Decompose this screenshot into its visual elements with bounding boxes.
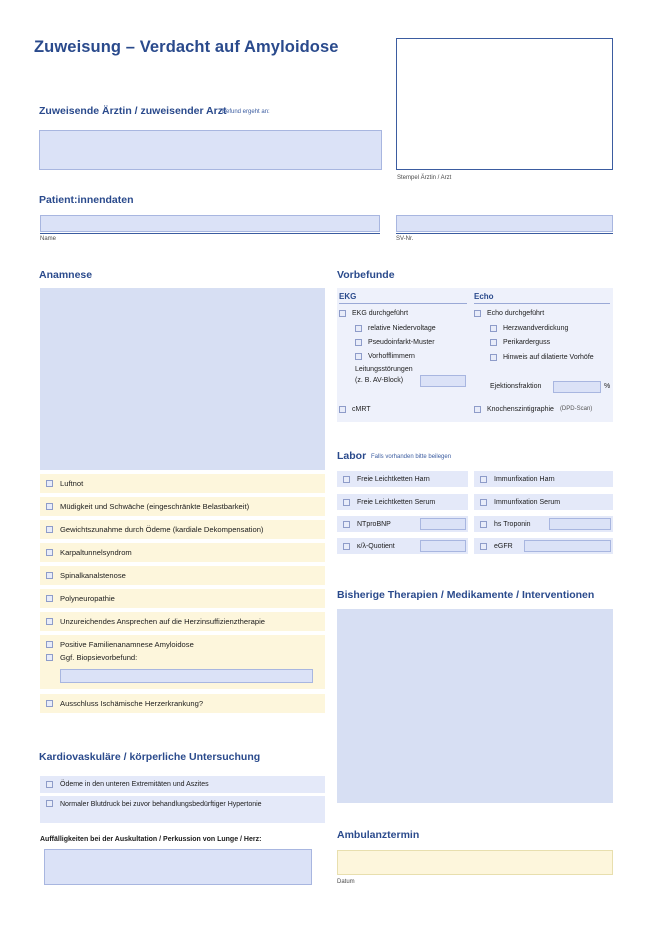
patient-name-rule bbox=[40, 233, 380, 234]
checkbox-icon[interactable] bbox=[490, 339, 497, 346]
anamnese-item-spinalkanalstenose[interactable] bbox=[40, 566, 325, 585]
checkbox-icon[interactable] bbox=[480, 543, 487, 550]
ekg-sub-pseudoinfarkt[interactable] bbox=[355, 339, 435, 346]
labor-label: hs Troponin bbox=[494, 520, 531, 528]
ejektionsfraktion-label: Ejektionsfraktion bbox=[490, 383, 542, 390]
szintigraphie-row[interactable] bbox=[474, 406, 592, 413]
patient-name-input[interactable] bbox=[40, 215, 380, 232]
anamnese-heading: Anamnese bbox=[39, 269, 93, 281]
referrer-input[interactable] bbox=[39, 130, 382, 170]
ekg-rule bbox=[339, 303, 467, 304]
patient-heading: Patient:innendaten bbox=[39, 194, 134, 206]
checkbox-icon[interactable] bbox=[480, 521, 487, 528]
ejektionsfraktion-unit: % bbox=[604, 383, 611, 390]
therapien-heading: Bisherige Therapien / Medikamente / Interventionen bbox=[337, 589, 595, 601]
checkbox-icon[interactable] bbox=[339, 310, 346, 317]
echo-durchgefuehrt-row[interactable] bbox=[474, 310, 544, 317]
labor-ntprobnp-input[interactable] bbox=[420, 518, 466, 530]
echo-sub-herzwandverdickung[interactable] bbox=[490, 325, 568, 332]
leitungsstoerungen-label-1: Leitungsstörungen bbox=[355, 366, 413, 373]
checkbox-icon[interactable] bbox=[355, 325, 362, 332]
kardio-item-oedeme[interactable] bbox=[40, 776, 325, 793]
checkbox-icon[interactable] bbox=[46, 549, 53, 556]
checkbox-icon[interactable] bbox=[46, 480, 53, 487]
checkbox-icon[interactable] bbox=[46, 595, 53, 602]
patient-name-caption: Name bbox=[40, 236, 57, 242]
labor-row-1-left[interactable] bbox=[337, 471, 468, 487]
echo-durchgefuehrt-label: Echo durchgeführt bbox=[487, 310, 545, 317]
labor-label: Immunfixation Harn bbox=[494, 475, 555, 483]
page-title: Zuweisung – Verdacht auf Amyloidose bbox=[34, 38, 339, 56]
labor-row-2-right[interactable] bbox=[474, 494, 613, 510]
echo-sub-label: Perikarderguss bbox=[503, 339, 551, 346]
referrer-heading: Zuweisende Ärztin / zuweisender Arzt bbox=[39, 105, 227, 117]
checkbox-icon[interactable] bbox=[46, 781, 53, 788]
anamnese-item-label: Ggf. Biopsievorbefund: bbox=[60, 653, 138, 662]
checkbox-icon[interactable] bbox=[46, 700, 53, 707]
anamnese-item-polyneuropathie[interactable] bbox=[40, 589, 325, 608]
labor-hstroponin-input[interactable] bbox=[549, 518, 611, 530]
echo-sub-label: Hinweis auf dilatierte Vorhöfe bbox=[503, 354, 594, 361]
ambulanz-caption: Datum bbox=[337, 879, 355, 885]
kardio-item-label: Ödeme in den unteren Extremitäten und Aszites bbox=[60, 781, 209, 788]
checkbox-icon[interactable] bbox=[46, 618, 53, 625]
labor-label: κ/λ-Quotient bbox=[357, 542, 395, 550]
checkbox-icon[interactable] bbox=[480, 476, 487, 483]
labor-egfr-input[interactable] bbox=[524, 540, 611, 552]
cmrt-label: cMRT bbox=[352, 406, 371, 413]
anamnese-item-biopsie[interactable] bbox=[46, 653, 137, 662]
ekg-sub-vorhofflimmern[interactable] bbox=[355, 353, 415, 360]
ekg-sub-label: Vorhofflimmern bbox=[368, 353, 415, 360]
anamnese-item-luftnot[interactable] bbox=[40, 474, 325, 493]
ekg-durchgefuehrt-row[interactable] bbox=[339, 310, 408, 317]
szintigraphie-label: Knochenszintigraphie bbox=[487, 406, 554, 413]
patient-sv-input[interactable] bbox=[396, 215, 613, 232]
labor-heading: Labor bbox=[337, 450, 367, 462]
stamp-box[interactable] bbox=[396, 38, 613, 170]
patient-sv-rule bbox=[396, 233, 613, 234]
labor-note: Falls vorhanden bitte beilegen bbox=[371, 454, 452, 460]
szintigraphie-note: (DPD-Scan) bbox=[559, 406, 593, 412]
labor-row-2-left[interactable] bbox=[337, 494, 468, 510]
checkbox-icon[interactable] bbox=[474, 406, 481, 413]
checkbox-icon[interactable] bbox=[46, 526, 53, 533]
anamnese-item-label: Positive Familienanamnese Amyloidose bbox=[60, 640, 194, 649]
echo-sub-label: Herzwandverdickung bbox=[503, 325, 569, 332]
anamnese-item-ausschluss-ihk[interactable] bbox=[40, 694, 325, 713]
labor-label: Immunfixation Serum bbox=[494, 498, 561, 506]
checkbox-icon[interactable] bbox=[355, 353, 362, 360]
anamnese-item-unzureichendes-ansprechen[interactable] bbox=[40, 612, 325, 631]
echo-sub-dilatierte-vorhoefe[interactable] bbox=[490, 353, 610, 363]
patient-sv-caption: SV-Nr. bbox=[396, 236, 414, 242]
anamnese-item-gewichtszunahme[interactable] bbox=[40, 520, 325, 539]
anamnese-item-label: Spinalkanalstenose bbox=[60, 571, 126, 580]
kardio-item-blutdruck[interactable] bbox=[40, 796, 325, 823]
stamp-caption: Stempel Ärztin / Arzt bbox=[397, 175, 452, 181]
ekg-sub-label: Pseudoinfarkt-Muster bbox=[368, 339, 435, 346]
checkbox-icon[interactable] bbox=[343, 543, 350, 550]
echo-sub-perikarderguss[interactable] bbox=[490, 339, 550, 346]
anamnese-item-muedigkeit[interactable] bbox=[40, 497, 325, 516]
labor-label: Freie Leichtketten Serum bbox=[357, 498, 436, 506]
ambulanz-date-input[interactable] bbox=[337, 850, 613, 875]
anamnese-item-label: Unzureichendes Ansprechen auf die Herzinsuffizienztherapie bbox=[60, 617, 266, 626]
referrer-note: Befund ergeht an: bbox=[222, 109, 270, 115]
labor-label: NTproBNP bbox=[357, 520, 391, 528]
ekg-header: EKG bbox=[339, 292, 357, 301]
anamnese-item-label: Polyneuropathie bbox=[60, 594, 115, 603]
checkbox-icon[interactable] bbox=[343, 476, 350, 483]
anamnese-item-label: Müdigkeit und Schwäche (eingeschränkte Belastbarkeit) bbox=[60, 502, 250, 511]
checkbox-icon[interactable] bbox=[46, 641, 53, 648]
leitungsstoerungen-input[interactable] bbox=[420, 375, 466, 387]
therapien-textarea[interactable] bbox=[337, 609, 613, 803]
kardio-item-label: Normaler Blutdruck bei zuvor behandlungsbedürftiger Hypertonie bbox=[60, 801, 262, 808]
echo-header: Echo bbox=[474, 292, 494, 301]
checkbox-icon[interactable] bbox=[355, 339, 362, 346]
labor-row-1-right[interactable] bbox=[474, 471, 613, 487]
checkbox-icon[interactable] bbox=[339, 406, 346, 413]
checkbox-icon[interactable] bbox=[474, 310, 481, 317]
anamnese-item-label: Karpaltunnelsyndrom bbox=[60, 548, 132, 557]
auskultation-input[interactable] bbox=[44, 849, 312, 885]
anamnese-item-label: Ausschluss Ischämische Herzerkrankung? bbox=[60, 699, 204, 708]
labor-label: Freie Leichtketten Harn bbox=[357, 475, 430, 483]
ejektionsfraktion-input[interactable] bbox=[553, 381, 601, 393]
ambulanz-heading: Ambulanztermin bbox=[337, 829, 420, 841]
ekg-sub-label: relative Niedervoltage bbox=[368, 325, 436, 332]
vorbefunde-heading: Vorbefunde bbox=[337, 269, 395, 281]
checkbox-icon[interactable] bbox=[46, 503, 53, 510]
checkbox-icon[interactable] bbox=[490, 354, 497, 361]
anamnese-item-label: Gewichtszunahme durch Ödeme (kardiale Dekompensation) bbox=[60, 525, 264, 534]
anamnese-biopsy-input[interactable] bbox=[60, 669, 313, 683]
checkbox-icon[interactable] bbox=[343, 499, 350, 506]
anamnese-textarea[interactable] bbox=[40, 288, 325, 470]
kardiovaskulaer-heading: Kardiovaskuläre / körperliche Untersuchung bbox=[39, 751, 261, 763]
ekg-sub-niedervoltage[interactable] bbox=[355, 325, 436, 332]
checkbox-icon[interactable] bbox=[343, 521, 350, 528]
checkbox-icon[interactable] bbox=[46, 572, 53, 579]
cmrt-row[interactable] bbox=[339, 406, 371, 413]
checkbox-icon[interactable] bbox=[490, 325, 497, 332]
leitungsstoerungen-label-2: (z. B. AV-Block) bbox=[355, 377, 404, 384]
labor-label: eGFR bbox=[494, 542, 513, 550]
auskultation-label: Auffälligkeiten bei der Auskultation / Perkussion von Lunge / Herz: bbox=[40, 836, 262, 843]
labor-quotient-input[interactable] bbox=[420, 540, 466, 552]
checkbox-icon[interactable] bbox=[480, 499, 487, 506]
echo-rule bbox=[474, 303, 610, 304]
anamnese-item-label: Luftnot bbox=[60, 479, 84, 488]
anamnese-item-karpaltunnel[interactable] bbox=[40, 543, 325, 562]
checkbox-icon[interactable] bbox=[46, 800, 53, 807]
ekg-durchgefuehrt-label: EKG durchgeführt bbox=[352, 310, 409, 317]
checkbox-icon[interactable] bbox=[46, 654, 53, 661]
